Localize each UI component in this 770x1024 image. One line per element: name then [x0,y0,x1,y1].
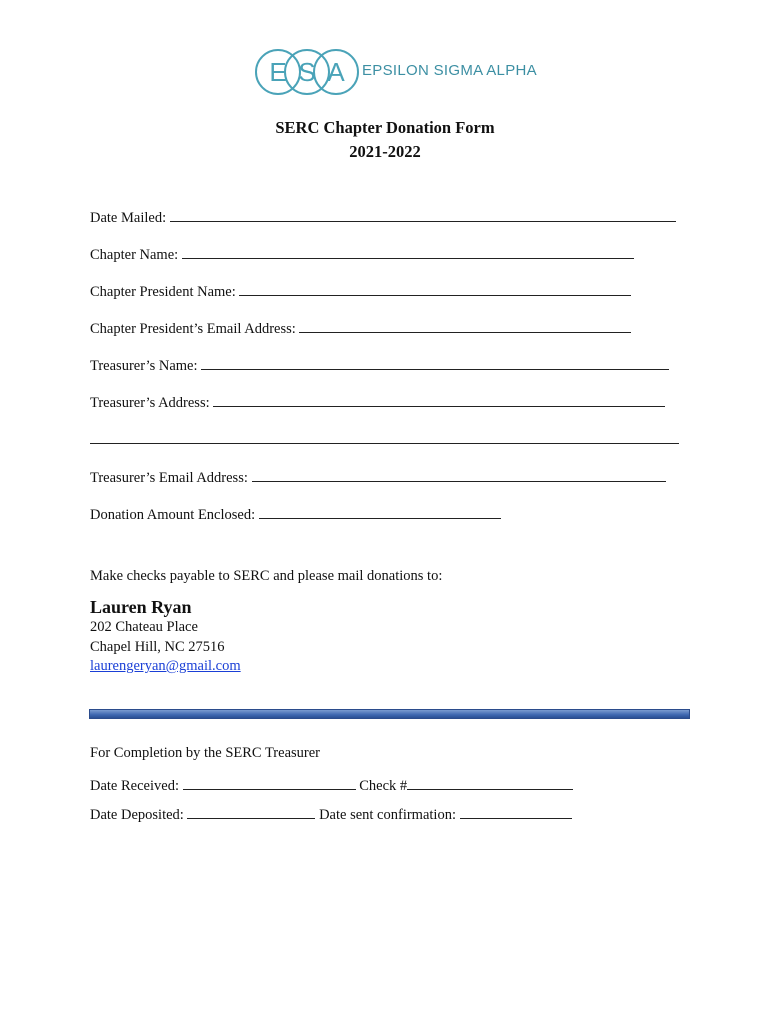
logo-text: EPSILON SIGMA ALPHA [362,62,537,79]
date-mailed-blank[interactable] [170,207,676,222]
date-sent-confirmation-blank[interactable] [460,804,572,819]
field-label: Date sent confirmation: [319,807,456,823]
chapter-name-blank[interactable] [182,244,634,259]
treasurer-section-heading: For Completion by the SERC Treasurer [90,745,320,761]
recipient-name: Lauren Ryan [90,597,192,617]
field-label: Treasurer’s Address: [90,395,210,411]
treasurer-address-blank-2[interactable] [90,429,679,444]
treasurer-address-blank[interactable] [213,392,665,407]
field-treasurer-name [90,355,669,375]
field-label: Date Deposited: [90,807,184,823]
recipient-email-link[interactable]: laurengeryan@gmail.com [90,658,241,674]
president-email-blank[interactable] [299,318,631,333]
field-date-received [90,775,573,795]
logo-letter-a: A [327,57,345,87]
date-deposited-blank[interactable] [187,804,315,819]
field-label: Chapter President’s Email Address: [90,321,296,337]
logo-letter-e: E [269,57,287,87]
field-label: Check # [359,778,408,794]
field-label: Chapter Name: [90,247,179,263]
field-date-deposited [90,804,572,824]
field-label: Date Mailed: [90,210,167,226]
recipient-street: 202 Chateau Place [90,619,198,635]
logo-letter-s: S [298,57,316,87]
field-president-name [90,281,631,301]
field-treasurer-email [90,467,666,487]
president-name-blank[interactable] [239,281,631,296]
field-label: Donation Amount Enclosed: [90,507,256,523]
recipient-city: Chapel Hill, NC 27516 [90,639,225,655]
section-divider [89,709,690,719]
field-treasurer-address [90,392,665,412]
field-label: Treasurer’s Email Address: [90,470,248,486]
field-label: Treasurer’s Name: [90,358,198,374]
check-number-blank[interactable] [407,775,573,790]
mail-instructions: Make checks payable to SERC and please mail donations to: [90,568,443,584]
field-president-email [90,318,631,338]
field-donation-amount [90,504,501,524]
date-received-blank[interactable] [183,775,356,790]
form-year: 2021-2022 [349,142,421,161]
field-date-mailed [90,207,676,227]
treasurer-name-blank[interactable] [201,355,669,370]
field-label: Date Received: [90,778,179,794]
form-title: SERC Chapter Donation Form [275,118,495,137]
field-chapter-name [90,244,634,264]
field-label: Chapter President Name: [90,284,236,300]
treasurer-email-blank[interactable] [252,467,666,482]
donation-amount-blank[interactable] [259,504,501,519]
field-treasurer-address-line2 [90,429,679,449]
